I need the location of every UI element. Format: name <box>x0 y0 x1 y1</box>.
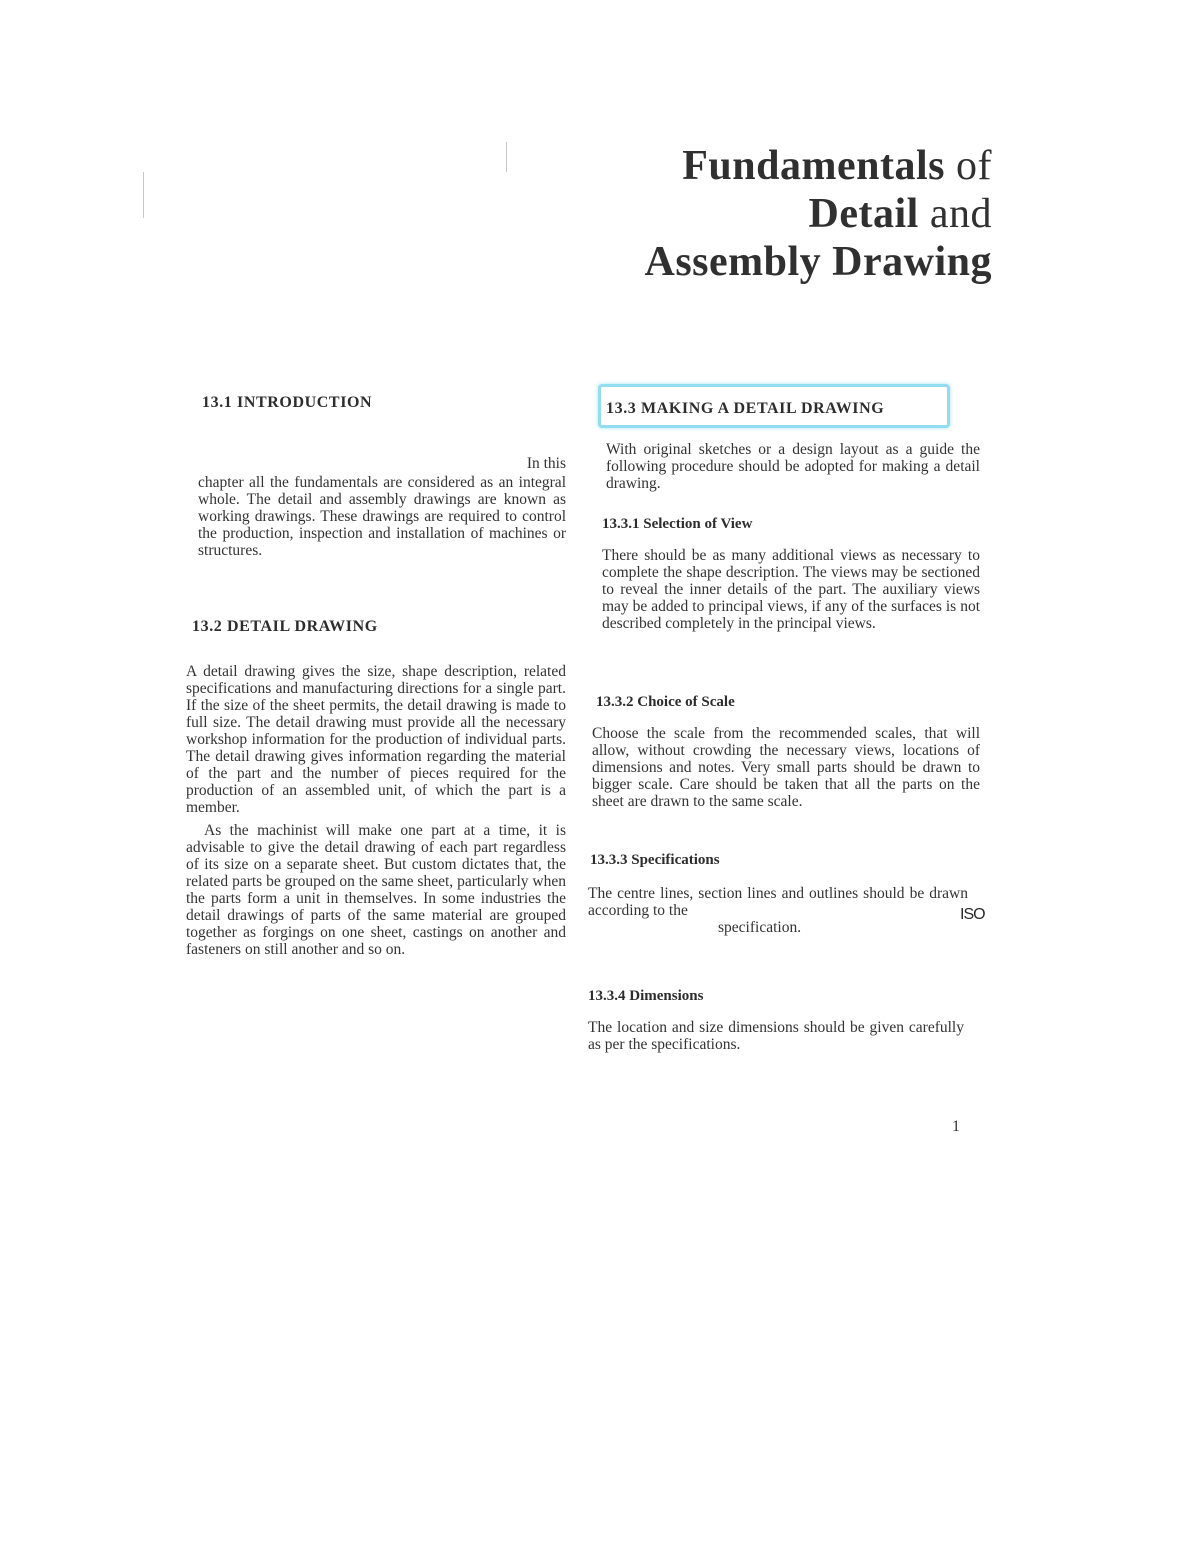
title-line: Assembly Drawing <box>644 239 992 285</box>
margin-note: ISO <box>960 906 985 923</box>
spec-paragraph-tail: specification. <box>718 919 802 936</box>
subsection-heading: 13.3.1 Selection of View <box>602 516 753 532</box>
section-heading: 13.1 INTRODUCTION <box>202 394 373 411</box>
choice-of-scale-section <box>588 694 980 810</box>
chapter-title <box>644 142 992 286</box>
title-word: Fundamentals <box>682 143 945 189</box>
specifications-section <box>588 852 980 936</box>
section-heading: 13.2 DETAIL DRAWING <box>192 618 378 635</box>
subsection-heading: 13.3.4 Dimensions <box>588 988 704 1004</box>
intro-section <box>186 394 566 559</box>
intro-paragraph: chapter all the fundamentals are considered as an integral whole. The detail and assembly drawings are known as working drawings. These drawings are required to control the production, inspection and installation of machines or structures. <box>198 474 566 559</box>
selection-of-view-section <box>588 516 980 632</box>
page-number: 1 <box>952 1118 960 1135</box>
dimensions-paragraph: The location and size dimensions should be given carefully as per the specifications. <box>588 1019 964 1053</box>
detail-paragraph-2: As the machinist will make one part at a time, it is advisable to give the detail drawing of each part regardless of its size on a separate sheet. But custom dictates that, the related parts be grouped on the same sheet, particularly when the parts form a unit in themselves. In some industries the detail drawings of parts of the same material are grouped together as forgings on one sheet, castings on another and fasteners on still another and so on. <box>186 822 566 958</box>
spec-paragraph: The centre lines, section lines and outlines should be drawn according to the <box>588 885 968 919</box>
subsection-heading: 13.3.2 Choice of Scale <box>596 694 735 710</box>
subsection-heading: 13.3.3 Specifications <box>590 852 720 868</box>
dimensions-section <box>588 988 980 1053</box>
scan-artifact <box>143 172 144 218</box>
title-word: of <box>956 143 992 189</box>
scan-artifact <box>506 142 507 172</box>
view-paragraph: There should be as many additional views as necessary to complete the shape description. The views may be sectioned to reveal the inner details of the part. The auxiliary views may be added to principal views, if any of the surfaces is not described completely in the principal views. <box>602 547 980 632</box>
detail-paragraph-1: A detail drawing gives the size, shape description, related specifications and manufacturing directions for a single part. If the size of the sheet permits, the detail drawing is made to full size. The detail drawing must provide all the necessary workshop information for the production of individual parts. The detail drawing gives information regarding the material of the part and the number of pieces required for the production of an assembled unit, of which the part is a member. <box>186 663 566 816</box>
section-heading: 13.3 MAKING A DETAIL DRAWING <box>606 400 885 417</box>
making-paragraph: With original sketches or a design layout as a guide the following procedure should be adopted for making a detail drawing. <box>606 441 980 492</box>
title-word: Detail <box>808 191 919 237</box>
scale-paragraph: Choose the scale from the recommended scales, that will allow, without crowding the necessary views, locations of dimensions and notes. Very small parts should be drawn to bigger scale. Care should be taken that all the parts on the sheet are drawn to the same scale. <box>592 725 980 810</box>
making-detail-section <box>588 400 980 492</box>
detail-drawing-section <box>186 618 566 958</box>
title-word: and <box>929 191 992 237</box>
intro-lead: In this <box>526 455 566 472</box>
